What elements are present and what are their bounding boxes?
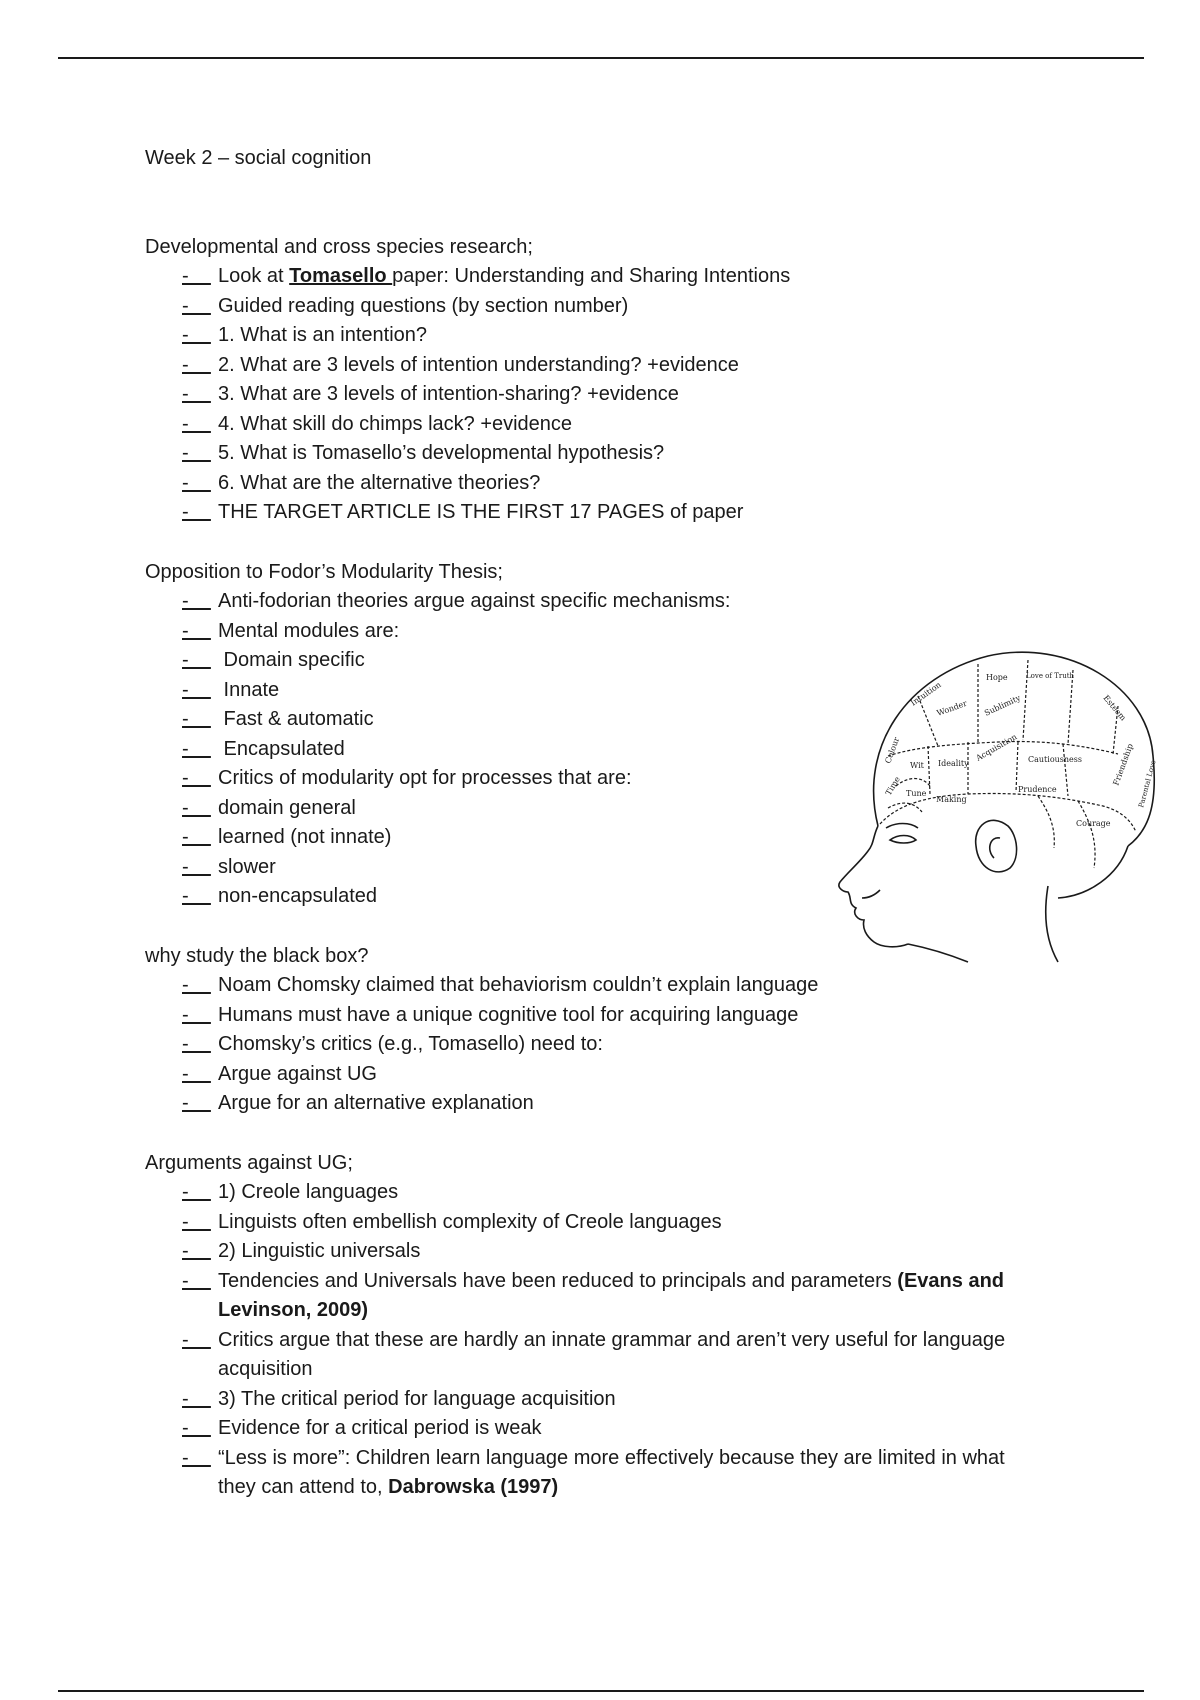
list-item-text: 4. What skill do chimps lack? +evidence — [218, 412, 573, 435]
bullet-dash: - — [182, 1269, 211, 1292]
list-item — [145, 1089, 1045, 1119]
list-item — [145, 1267, 1045, 1326]
list-item-text: 3. What are 3 levels of intention-sharing? +evidence — [218, 383, 679, 405]
bullet-dash: - — [182, 383, 211, 405]
list-item-text: paper: Understanding and Sharing Intentions — [392, 265, 791, 287]
ear-inner — [990, 838, 1000, 858]
region-label: Cautiousness — [1028, 755, 1082, 764]
list-item-text: THE TARGET ARTICLE IS THE FIRST 17 PAGES of paper — [218, 501, 744, 523]
top-rule — [58, 57, 1144, 59]
list-item — [145, 1030, 1045, 1060]
list-item-text: Humans must have a unique cognitive tool for acquiring language — [218, 1003, 799, 1026]
list-item-text: Tendencies and Universals have been reduced to principals and parameters — [218, 1269, 898, 1292]
list-item-text: 5. What is Tomasello’s developmental hypothesis? — [218, 442, 665, 464]
region-label: Love of Truth — [1026, 672, 1075, 680]
bullet-dash: - — [182, 885, 211, 907]
region-label: Colour — [883, 735, 902, 765]
eyebrow — [886, 824, 918, 829]
bullet-dash: - — [182, 708, 211, 730]
jaw-line — [908, 944, 968, 962]
bullet-dash: - — [182, 1210, 211, 1233]
list-item — [145, 498, 1045, 528]
list-item-text: 2) Linguistic universals — [218, 1240, 421, 1262]
region-label: Intuition — [908, 680, 943, 708]
skull-outline — [874, 652, 1158, 846]
bullet-dash: - — [182, 1062, 211, 1085]
list-item — [145, 351, 1045, 381]
bullet-dash: - — [182, 974, 211, 996]
bullet-dash: - — [182, 1387, 211, 1410]
section-heading: Opposition to Fodor’s Modularity Thesis; — [145, 560, 503, 583]
bullet-dash: - — [182, 1328, 211, 1351]
region-boundary — [1038, 796, 1095, 868]
bullet-dash: - — [182, 1181, 211, 1203]
bullet-dash: - — [182, 796, 211, 819]
bullet-dash: - — [182, 1417, 211, 1439]
list-item — [145, 380, 1045, 410]
list-item — [145, 439, 1045, 469]
bullet-dash: - — [182, 1240, 211, 1262]
bullet-list — [145, 971, 1045, 1119]
list-item — [145, 1001, 1045, 1031]
list-item-text: Linguists often embellish complexity of Creole languages — [218, 1210, 722, 1233]
list-item — [145, 1208, 1045, 1238]
nostril — [862, 890, 880, 898]
region-label: Sublimity — [983, 693, 1022, 718]
bullet-dash: - — [182, 412, 211, 435]
bullet-dash: - — [182, 1033, 211, 1055]
region-label: Wonder — [935, 698, 969, 718]
list-item — [145, 321, 1045, 351]
region-label: Acquisition — [974, 732, 1019, 763]
list-item-text: Critics of modularity opt for processes that are: — [218, 767, 632, 789]
list-item — [145, 1237, 1045, 1267]
list-item — [145, 587, 1045, 617]
list-item-text: Encapsulated — [218, 737, 345, 760]
bullet-dash: - — [182, 471, 211, 494]
list-item — [145, 292, 1045, 322]
list-item — [145, 469, 1045, 499]
bullet-dash: - — [182, 353, 211, 376]
list-item-text: Innate — [218, 678, 280, 701]
face-profile — [839, 826, 908, 947]
section-developmental-research — [145, 233, 1045, 528]
list-item-text: “Less is more”: Children learn language more effectively because they are limited in what they can attend to, — [218, 1446, 1005, 1498]
region-label: Parental Love — [1137, 759, 1158, 809]
list-item — [145, 1444, 1045, 1503]
bullet-dash: - — [182, 265, 211, 287]
region-label: Esteem — [1101, 693, 1128, 723]
bullet-list — [145, 1178, 1045, 1503]
list-item-text: Domain specific — [218, 649, 365, 671]
region-label: Wit — [910, 761, 924, 770]
citation: Dabrowska (1997) — [388, 1476, 559, 1498]
bullet-dash: - — [182, 294, 211, 317]
list-item — [145, 971, 1045, 1001]
region-label: Courage — [1076, 819, 1111, 828]
section-heading: why study the black box? — [145, 944, 369, 967]
region-label: Tune — [906, 789, 927, 798]
bullet-dash: - — [182, 619, 211, 642]
section-heading: Arguments against UG; — [145, 1151, 353, 1174]
bullet-dash: - — [182, 737, 211, 760]
list-item-text: 3) The critical period for language acquisition — [218, 1387, 616, 1410]
list-item-text: Evidence for a critical period is weak — [218, 1417, 542, 1439]
list-item — [145, 410, 1045, 440]
list-item-text: non-encapsulated — [218, 885, 378, 907]
bullet-dash: - — [182, 678, 211, 701]
neck-line — [1046, 886, 1058, 962]
bullet-dash: - — [182, 855, 211, 878]
list-item-text: Chomsky’s critics (e.g., Tomasello) need to: — [218, 1033, 603, 1055]
back-of-head — [1058, 846, 1128, 898]
bullet-dash: - — [182, 324, 211, 346]
eye — [890, 836, 916, 844]
list-item — [145, 1414, 1045, 1444]
region-label: Time — [883, 774, 902, 797]
bullet-dash: - — [182, 649, 211, 671]
list-item — [145, 1326, 1045, 1385]
list-item-text: Guided reading questions (by section number) — [218, 294, 629, 317]
region-label: Ideality — [938, 759, 969, 768]
bullet-dash: - — [182, 1092, 211, 1114]
bullet-dash: - — [182, 826, 211, 848]
section-black-box — [145, 942, 1045, 1119]
list-item-text: Look at — [218, 265, 290, 287]
bullet-dash: - — [182, 442, 211, 464]
region-label: Hope — [986, 673, 1008, 682]
list-item-text: Anti-fodorian theories argue against specific mechanisms: — [218, 590, 731, 612]
list-item-text: 6. What are the alternative theories? — [218, 471, 541, 494]
region-label: Friendship — [1111, 742, 1135, 787]
bullet-dash: - — [182, 590, 211, 612]
list-item-text: 2. What are 3 levels of intention understanding? +evidence — [218, 353, 739, 376]
list-item — [145, 1060, 1045, 1090]
section-heading: Developmental and cross species research; — [145, 235, 533, 258]
page-title: Week 2 – social cognition — [145, 147, 372, 169]
bullet-dash: - — [182, 767, 211, 789]
phrenology-head-illustration — [818, 636, 1160, 966]
ear — [976, 820, 1017, 872]
section-arguments-against-ug — [145, 1149, 1045, 1503]
list-item-text: Noam Chomsky claimed that behaviorism couldn’t explain language — [218, 974, 819, 996]
list-item — [145, 262, 1045, 292]
list-item-text: slower — [218, 855, 276, 878]
list-item-text: learned (not innate) — [218, 826, 392, 848]
bottom-rule — [58, 1690, 1144, 1692]
list-item — [145, 1385, 1045, 1415]
list-item-text: Fast & automatic — [218, 708, 374, 730]
region-label: Prudence — [1018, 785, 1057, 794]
list-item-text: Mental modules are: — [218, 619, 400, 642]
bullet-list — [145, 262, 1045, 528]
bullet-dash: - — [182, 501, 211, 523]
list-item — [145, 1178, 1045, 1208]
author-name: Tomasello — [289, 265, 393, 287]
list-item-text: domain general — [218, 796, 356, 819]
region-label: Making — [936, 795, 967, 804]
bullet-dash: - — [182, 1003, 211, 1026]
bullet-dash: - — [182, 1446, 211, 1469]
citation: (Evans and Levinson, 2009) — [218, 1269, 1004, 1321]
list-item-text: Argue against UG — [218, 1062, 377, 1085]
list-item-text: 1. What is an intention? — [218, 324, 428, 346]
list-item-text: Argue for an alternative explanation — [218, 1092, 534, 1114]
list-item-text: Critics argue that these are hardly an innate grammar and aren’t very useful for language acquisition — [218, 1328, 1006, 1380]
list-item-text: 1) Creole languages — [218, 1181, 399, 1203]
